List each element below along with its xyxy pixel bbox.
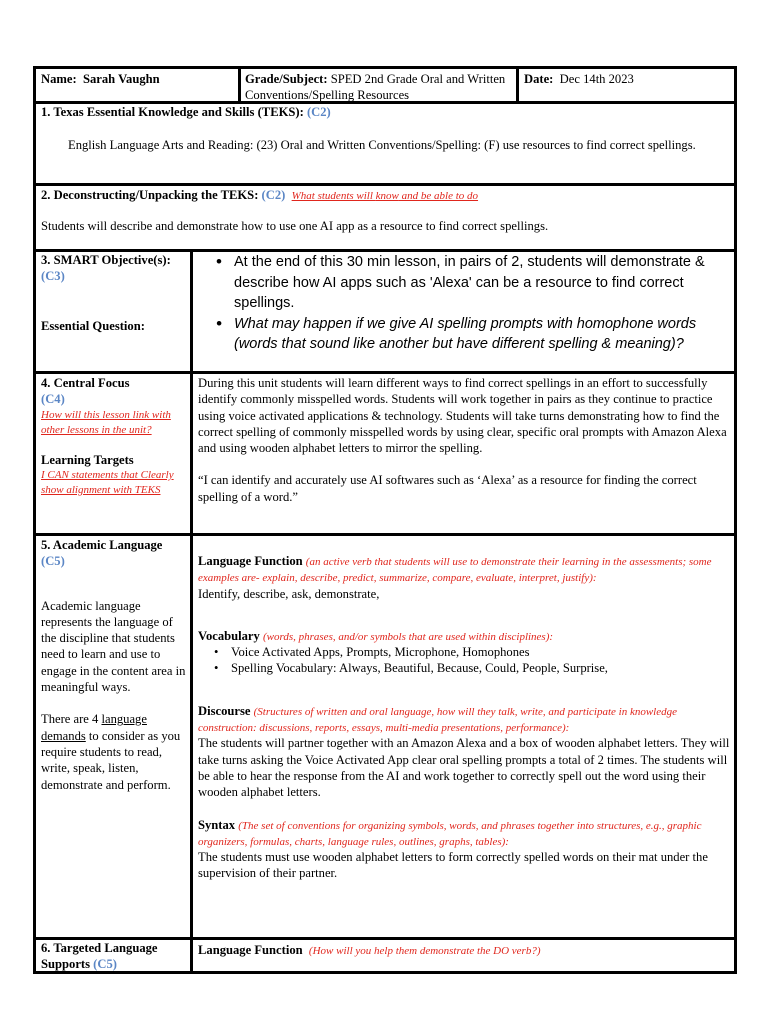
targeted-language-function-hint: (How will you help them demonstrate the DO verb?) bbox=[308, 945, 541, 957]
learning-targets-title: Learning Targets bbox=[41, 452, 134, 467]
targeted-language-function-label: Language Function bbox=[198, 943, 303, 957]
section-central-focus bbox=[36, 374, 734, 536]
grade-cell bbox=[245, 71, 510, 104]
teks-body: English Language Arts and Reading: (23) Oral and Written Conventions/Spelling: (F) use resources to find correct spellings. bbox=[68, 138, 696, 152]
objective-bullet: • At the end of this 30 min lesson, in pairs of 2, students will demonstrate & describe how AI apps such as 'Alexa' can be a resource to find correct spellings. bbox=[206, 252, 726, 314]
section-targeted-supports bbox=[36, 940, 734, 971]
academic-language-code: (C5) bbox=[41, 554, 65, 569]
language-function-hint: (an active verb that students will use to demonstrate their learning in the assessments; some examples are- explain, describe, predict, summarize, compare, evaluate, interpret, justify): bbox=[198, 556, 712, 585]
central-focus-hint: How will this lesson link with other lessons in the unit? bbox=[41, 408, 171, 436]
discourse-block bbox=[198, 703, 730, 801]
grade-value: SPED 2nd Grade Oral and Written Conventions/Spelling Resources bbox=[245, 72, 506, 103]
syntax-hint: (The set of conventions for organizing symbols, words, and phrases together into structures, e.g., graphic organizers, formulas, charts, language rules, outlines, graphs, tables): bbox=[198, 819, 702, 848]
academic-language-title: 5. Academic Language bbox=[41, 538, 163, 552]
date-label: Date: bbox=[524, 72, 554, 86]
learning-target-statement: “I can identify and accurately use AI softwares such as ‘Alexa’ as a resource for finding the correct spelling of a word.” bbox=[198, 473, 697, 504]
grade-label: Grade/Subject: bbox=[245, 72, 328, 86]
discourse-hint: (Structures of written and oral language, how will they talk, write, and participate in knowledge construction: discussions, reports, essays, multi-media presentations, performance): bbox=[198, 705, 677, 735]
smart-code: (C3) bbox=[41, 269, 65, 284]
date-value: Dec 14th 2023 bbox=[559, 72, 634, 86]
teks-code: (C2) bbox=[306, 105, 331, 119]
vocabulary-block bbox=[198, 628, 730, 677]
header-row bbox=[36, 69, 734, 104]
language-function-label: Language Function bbox=[198, 554, 303, 568]
deconstructing-title: 2. Deconstructing/Unpacking the TEKS: bbox=[41, 188, 259, 202]
section-deconstructing bbox=[36, 186, 734, 252]
name-label: Name: bbox=[41, 72, 77, 86]
smart-title: 3. SMART Objective(s): bbox=[41, 253, 171, 267]
central-focus-title: 4. Central Focus bbox=[41, 376, 130, 390]
name-value: Sarah Vaughn bbox=[82, 72, 160, 86]
essential-question-label: Essential Question: bbox=[41, 319, 145, 333]
date-cell bbox=[524, 71, 634, 87]
discourse-body: The students will partner together with an Amazon Alexa and a box of wooden alphabet letters. They will take turns asking the Voice Activated App clear oral spelling prompts a total of 2 times. The students will be able to hear the response from the AI and work together to correctly spell out the word using their wooden alphabet letters. bbox=[198, 736, 730, 800]
vocabulary-list bbox=[203, 644, 730, 677]
section-teks bbox=[36, 104, 734, 186]
deconstructing-code: (C2) bbox=[261, 188, 286, 202]
name-cell bbox=[41, 71, 160, 87]
deconstructing-hint: What students will know and be able to do bbox=[291, 190, 479, 202]
syntax-label: Syntax bbox=[198, 817, 236, 832]
central-focus-body: During this unit students will learn different ways to find correct spellings in an effort to successfully identify commonly misspelled words. Students will work together in pairs as they continue to practice using voice activated applications & technology. Students will take turns demonstrating how to find the correct spelling of commonly misspelled words by using clear, specific oral prompts with Amazon Alexa and using wooden alphabet letters to mirror the spelling. bbox=[198, 376, 727, 456]
discourse-label: Discourse bbox=[198, 703, 251, 718]
targeted-supports-title: 6. Targeted Language Supports bbox=[41, 941, 158, 972]
section-academic-language bbox=[36, 536, 734, 940]
vocabulary-item: • Voice Activated Apps, Prompts, Microphone, Homophones bbox=[203, 644, 730, 660]
teks-title: 1. Texas Essential Knowledge and Skills (TEKS): bbox=[41, 105, 304, 119]
central-focus-code: (C4) bbox=[41, 392, 65, 407]
syntax-block bbox=[198, 817, 730, 882]
language-function-block bbox=[198, 553, 730, 602]
smart-bullets bbox=[206, 252, 726, 355]
learning-targets-hint: I CAN statements that Clearly show alignment with TEKS bbox=[41, 468, 174, 496]
targeted-supports-code: (C5) bbox=[93, 957, 117, 972]
essential-question-bullet: • What may happen if we give AI spelling prompts with homophone words (words that sound like another but have different spelling & meaning)? bbox=[206, 314, 726, 355]
deconstructing-body: Students will describe and demonstrate how to use one AI app as a resource to find correct spellings. bbox=[41, 219, 549, 233]
vocabulary-item: • Spelling Vocabulary: Always, Beautiful, Because, Could, People, Surprise, bbox=[203, 660, 730, 676]
vocabulary-label: Vocabulary bbox=[198, 628, 260, 643]
language-demands-text: There are 4 language demands to consider as you require students to read, write, speak, listen, demonstrate and perform. bbox=[41, 712, 181, 792]
lesson-plan-table bbox=[33, 66, 737, 974]
academic-language-description: Academic language represents the language of the discipline that students need to learn and use to engage in the content area in meaningful ways. bbox=[41, 598, 186, 695]
language-function-body: Identify, describe, ask, demonstrate, bbox=[198, 586, 380, 601]
syntax-body: The students must use wooden alphabet letters to form correctly spelled words on their mat under the supervision of their partner. bbox=[198, 850, 708, 881]
vocabulary-hint: (words, phrases, and/or symbols that are used within disciplines): bbox=[262, 630, 554, 643]
section-smart-objectives bbox=[36, 252, 734, 374]
